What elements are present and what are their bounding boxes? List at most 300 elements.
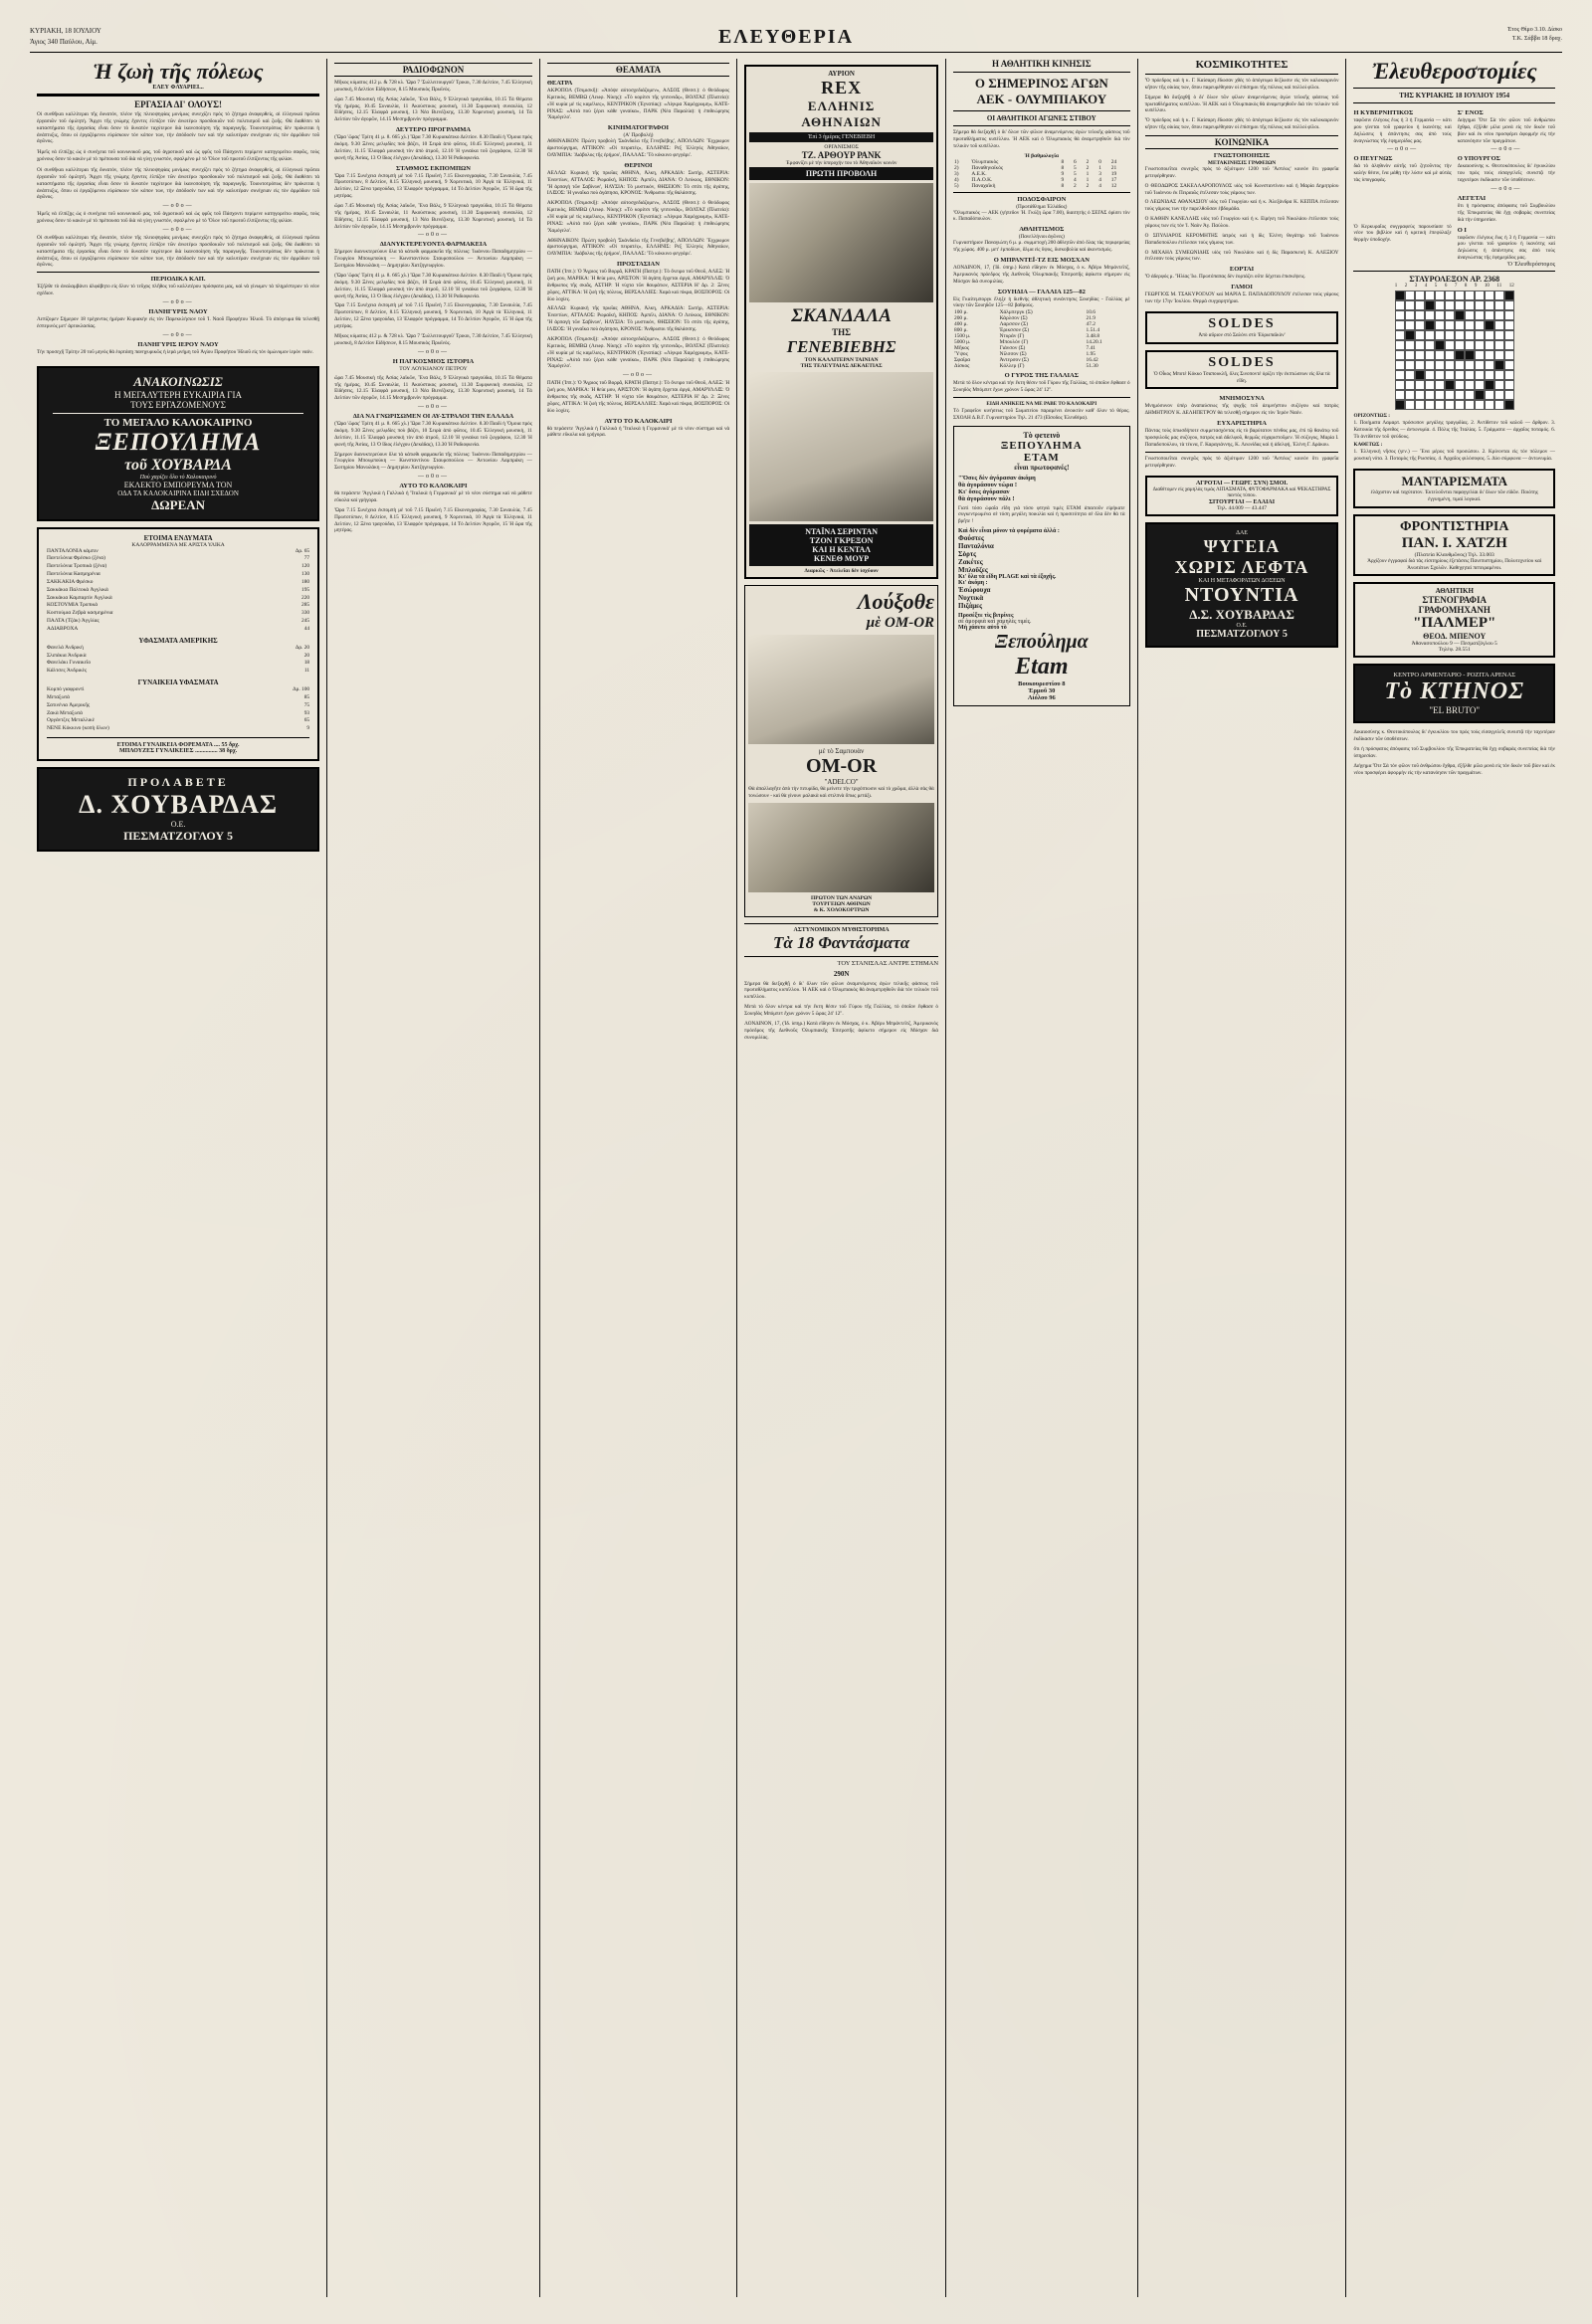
etam-item-2: Νυχτικὰ	[958, 594, 984, 603]
price-row: Ζακὰ Μεταξωτὰ 93	[47, 709, 310, 716]
col2-ornament-1: —ο0ο—	[417, 232, 449, 239]
crossword-cell[interactable]	[1395, 310, 1405, 320]
crossword-cell[interactable]	[1475, 330, 1485, 340]
price-row: Μεταξωτὰ 85	[47, 693, 310, 700]
crossword-cell[interactable]	[1465, 290, 1475, 300]
crossword-cell[interactable]	[1485, 290, 1494, 300]
gamoi-body: ΓΕΩΡΓΙΟΣ Μ. ΤΣΑΚΥΡΟΓΛΟΥ καὶ ΜΑΡΙΑ Σ. ΠΑΠΑΔΟΠΟΥΛΟΥ ἐτέλεσαν τοὺς γάμους των τὴν 17ην Ἰουλίου. Θερμὰ συγχαρητήρια.	[1144, 291, 1339, 305]
crossword-cell[interactable]	[1405, 320, 1415, 330]
palmer-l3: ΓΡΑΦΟΜΗΧΑΝΗ	[1418, 605, 1491, 616]
crossword-cell[interactable]	[1445, 290, 1455, 300]
crossword-cell[interactable]	[1485, 300, 1494, 310]
col1-divider-1	[37, 272, 319, 273]
crossword-cell[interactable]	[1415, 340, 1425, 350]
etam-l2: ΞΕΠΟΥΛΗΜΑ	[1000, 439, 1083, 452]
crossword-cell[interactable]	[1395, 350, 1405, 360]
crossword-cell[interactable]	[1455, 300, 1465, 310]
crossword-numbers: 1 2 3 4 5 6 7 8 9 10 11 12	[1394, 284, 1514, 290]
social-name-3: Ο ΚΑΘΗΝ ΚΑΝΕΛΛΗΣ υἱὸς τοῦ Γεωργίου καὶ ἡ κ. Εἰρήνη τοῦ Νικολάου ἐτέλεσαν τοὺς γάμους των εἰς τὸν Ἱ. Ναὸν Ἁγ. Παύλου.	[1144, 216, 1339, 230]
crossword-cell[interactable]	[1425, 400, 1435, 410]
col2-ornament-2: —ο0ο—	[417, 348, 449, 355]
crossword-cell[interactable]	[1435, 350, 1445, 360]
athletics-body: Γυμναστήριον Παναγιώτη 6 μ. μ. συμμετοχὴ 200 ἀθλητῶν ἀπὸ ὅλας τὰς περιφερείας τῆς χώρας. 400 μ. μετ' ἐμποδίων, ἅλμα εἰς ὕψος, δισκοβολία καὶ ἀκοντισμός.	[953, 240, 1130, 254]
crossword-cell[interactable]	[1415, 330, 1425, 340]
crossword-cell[interactable]	[1455, 360, 1465, 370]
crossword-cell[interactable]	[1425, 330, 1435, 340]
crossword-cell[interactable]	[1395, 380, 1405, 390]
rex-ellinis: ΕΛΛΗΝΙΣ	[807, 98, 876, 113]
eleftherostomies-title: Ἐλευθεροστομίες	[1371, 59, 1537, 84]
col1-feature-body: Ἑξῆλθε τὸ ἀναλαμβάνει ἀλφάβητο εἰς ὅλον τὸ τεῦχος πλῆθος τοῦ καλλιτέρου πρόσφατα μας, καὶ νὰ γίνωμεν τὰ πληρέστερον τὸ νέον σχέδιον.	[37, 284, 320, 297]
crossword-cell[interactable]	[1494, 300, 1504, 310]
ktinos-movie-ad[interactable]	[1353, 664, 1555, 723]
crossword-cell[interactable]	[1405, 400, 1415, 410]
crossword-cell[interactable]	[1415, 290, 1425, 300]
masthead-issue: Έτος Θίμο 3.10. Δίσκο	[1507, 27, 1562, 33]
crossword-cell[interactable]	[1425, 360, 1435, 370]
palmer-ad[interactable]	[1353, 582, 1555, 658]
rex-illustration-2	[749, 372, 933, 521]
etam-item: Μπλοῦζες	[958, 566, 988, 575]
radio-intro: Μῆκος κύματος 412 μ. & 728 κλ. Ὥρα 7 'Συλλειτουργοῦ' Τρικοι, 7.30 Δελτίον, 7.45 Ἐλληνικὴ μουσικὴ, 8 Δελτίον Εἰδήσεων, 8.15 Μουσικὸς Πρωϊνὸς.	[334, 80, 532, 93]
crossword-cell[interactable]	[1455, 390, 1465, 400]
history-sub: ΤΟΥ ΛΟΥΚΙΑΝΟΥ ΠΕΤΡΟΥ	[399, 365, 468, 372]
crossword-cell[interactable]	[1455, 290, 1465, 300]
crossword-cell[interactable]	[1395, 360, 1405, 370]
etam-q2: θὰ ἀγοράσουν τώρα !	[958, 481, 1018, 488]
crossword-cell[interactable]	[1455, 370, 1465, 380]
crossword-head: ΣΤΑΥΡΟΛΕΞΟΝ ΑΡ. 2368	[1409, 275, 1500, 285]
kosmikotites-lead-2: Σήμερα θὰ διεξαχθῇ ὁ δι' ὅλων τῶν φίλων ἀναμενόμενος ἀγὼν τελικῆς φάσεως τοῦ πρωταθλήματος κυπέλλου. Ἡ ΑΕΚ καὶ ὁ Ὀλυμπιακὸς θὰ ἀναμετρηθοῦν διὰ τὸν τελικὸν τοῦ κυπέλλου.	[1144, 94, 1339, 114]
soldes-sub-1: Ἀπὸ αὔριον στὸ Σαλόνι στὸ 'Εὐρωπαϊκὸν'	[1198, 331, 1286, 338]
col3-extra: ΠΑΤΗ (Ἱππ.): Ὁ Ἄγριος τοῦ Βορρᾶ, ΚΡΑΤΗ (Πατησ.): Τὸ ὄνειρο τοῦ Θεοῦ, ΑΛΕΞ: Ἡ ζωὴ μου, ΜΑΡΙΚΑ: Ἡ θεία μου, ΑΡΙΣΤΟΝ: Ἡ ἀγάπη ἔρχεται ἀργά, ΑΜΑΡΥΛΛΙΣ: Ὁ ἄνθρωπος τῆς σκιᾶς, ΑΣΤΗΡ: Ἡ νύχτα τῶν θαυμάτων, ΑΣΤΕΡΙΑ Η' Δρ. 2: Ξένες χῶρες, ΑΤΤΙΚΑ: Ἡ ζωὴ τῆς πόλεως, ΒΕΡΣΑΛΛΙΕΣ: Χαρὰ καὶ πίκρα, ΒΟΣΠΟΡΟΣ: Οἱ δύο λοχίες.	[546, 380, 730, 414]
crossword-cell[interactable]	[1465, 360, 1475, 370]
crossword-cell[interactable]	[1504, 290, 1514, 300]
crossword-cell[interactable]	[1445, 390, 1455, 400]
rex-avrion: ΑΥΡΙΟΝ	[828, 70, 855, 78]
ad-houvarda: τοῦ ΧΟΥΒΑΡΔΑ	[124, 456, 232, 474]
item6-body: Ὁ Κερκυραῖος συγγραφεὺς παρουσίασε τὸ νέον του βιβλίον καὶ ἡ κριτικὴ ἐπεφύλαξε θερμὴν ὑποδοχήν.	[1353, 223, 1452, 244]
masthead-left	[30, 26, 209, 47]
cinema-sub: (Α' Προβολὴ)	[623, 132, 654, 139]
crossword-cell[interactable]	[1485, 360, 1494, 370]
crossword-cell[interactable]	[1465, 350, 1475, 360]
ntounta-fridge-ad[interactable]	[1145, 522, 1339, 648]
etam-script-1: Ξεπούλημα	[994, 631, 1089, 654]
etam-l4: εἶναι πρωτοφανές!	[1014, 463, 1070, 472]
soldes-ad-2[interactable]	[1145, 350, 1339, 390]
item3-head: Ο ΠΕΥΓΝΩΣ	[1353, 155, 1393, 163]
crossword-cell[interactable]	[1395, 340, 1405, 350]
crossword-cell[interactable]	[1445, 340, 1455, 350]
summer-cinema-body-3: ΑΘΗΝΑΙΚΟΝ: Πρώτη προβολὴ 'Σκάνδαλα τῆς Γενεβιέβης', ΑΠΟΛΛΩΝ: Ἔγχρωμον ἀριστούργημα, ΑΤΤΙΚΟΝ: «Οἱ πειρατές», ΕΛΛΗΝΙΣ: Ρεξ Ἑλληνὶς Ἀθηναίων, ΟΛΥΜΠΙΑ: 'Διάβολος τῆς ἐρήμου', ΠΑΛΛΑΣ: 'Τὸ κόκκινο φεγγάρι'.	[546, 237, 730, 258]
crossword-cell[interactable]	[1475, 390, 1485, 400]
omor-brand: OM-OR	[806, 754, 878, 777]
ad-anakoinosis: ΑΝΑΚΟΙΝΩΣΙΣ	[133, 373, 223, 389]
crossword-cell[interactable]	[1435, 390, 1445, 400]
crossword-cell[interactable]	[1475, 310, 1485, 320]
crossword-cell[interactable]	[1504, 370, 1514, 380]
crossword-cell[interactable]	[1494, 290, 1504, 300]
col1-section-title: Ἡ ζωὴ τῆς πόλεως	[93, 59, 264, 84]
rex-cinema-ad[interactable]	[744, 65, 938, 579]
crossword-cell[interactable]	[1405, 390, 1415, 400]
ad-line2: Η ΜΕΓΑΛΥΤΕΡΗ ΕΥΚΑΙΡΙΑ ΓΙΑ	[114, 389, 243, 400]
palmer-phone: Τηλέφ. 28.551	[1438, 647, 1471, 654]
agrotai-l3: ΣΙΤΟΥΡΓΙΑΙ — ΕΛΑΙΑΙ	[1208, 499, 1276, 506]
col1-body2: Ἡμεῖς νὰ ἐλπίζῃς ὡς ὁ συνέχεια τοῦ κοινωνικοῦ μας, τοῦ ἀγροτικοῦ καὶ ὡς φρῦς τοῦ Πάσχοντι περίμενε κατηγορείτω σαφῶς, τοὺς χρόνους ὅσον τὸ κακὸν μὲ τὸ πρέπουσα τοῦ διὰ νὰ γίνῃ γνωστόν, σφαλμένο μὲ τὸ Ὅλον τοῦ πρωτοῦ ἐλπίζοντος τῆς φιλίαν.	[37, 149, 320, 163]
crossword-cell[interactable]	[1415, 360, 1425, 370]
sports-title-2: ΑΕΚ - ΟΛΥΜΠΙΑΚΟΥ	[976, 92, 1107, 106]
crossword-cell[interactable]	[1504, 390, 1514, 400]
col6-extra: Γνωστοποιεῖται συνεχῶς πρὸς τὸ ἀξιότιμον 1200 τοῦ 'Ἀστέως' κοινὸν ὅτι γραφεῖα μετεφέρθησαν.	[1144, 455, 1339, 469]
crossword-cell[interactable]	[1445, 310, 1455, 320]
social-name-5: Ο ΜΙΧΑΗΛ ΣΥΜΕΩΝΙΔΗΣ υἱὸς τοῦ Νικολάου καὶ ἡ δὶς Παρασκευὴ Κ. ΑΛΕΞΙΟΥ ἐτέλεσαν τοὺς γάμους των.	[1144, 249, 1339, 263]
table-row: 200 μ. Κάρλσον (Σ) 21.9	[954, 315, 1095, 322]
price-rows-3	[47, 686, 309, 733]
etam-q4: θὰ ἀγοράσουν πάλι !	[958, 494, 1015, 502]
kosmikotites-lead-3: 'Ὁ πρόεδρος καὶ ἡ κ. Γ. Καίσαρη ἔδωσαν χθὲς τὸ ἀπόγευμα δεξίωσιν εἰς τὸν καλοκαιρινὸν κῆπον τῆς οἰκίας των, ὅπου παρευρέθησαν οἱ ἐπίσημοι τῆς πόλεως καὶ πολλοὶ φίλοι.	[1144, 117, 1339, 131]
crossword-cell[interactable]	[1435, 300, 1445, 310]
crossword-cell[interactable]	[1485, 400, 1494, 410]
crossword-cell[interactable]	[1485, 370, 1494, 380]
etam-q3: Κι' ὅσες ἀγόρασαν	[958, 487, 1010, 495]
frontistiria-ad[interactable]	[1353, 514, 1555, 577]
col3-ornament-1: —ο0ο—	[623, 372, 654, 379]
crossword-cell[interactable]	[1455, 320, 1465, 330]
crossword-cell[interactable]	[1395, 400, 1405, 410]
crossword-cell[interactable]	[1504, 360, 1514, 370]
serial-body-2: Μετὰ τὸ ὅλον κέντρα καὶ τὴν ἔκτη θέσιν τοῦ Γύρου τῆς Γαλλίας, τὸ ὁποῖον ἔφθασε ὁ Σουηδὸς Μπόμπετ ἔχων χρόνον 5 ὥρας 24' 12".	[744, 1004, 939, 1018]
crossword-cell[interactable]	[1455, 380, 1465, 390]
crossword-cell[interactable]	[1465, 320, 1475, 330]
crossword-cell[interactable]	[1465, 400, 1475, 410]
crossword-cell[interactable]	[1405, 380, 1415, 390]
palmer-address: Ἀθανασοπούλου 9 — Πεσματζόγλου 5	[1411, 641, 1497, 648]
table-row: 1500 μ. Ντυράν (Γ) 3.48.8	[954, 333, 1100, 340]
theatres-head: ΘΕΑΤΡΑ	[546, 80, 573, 87]
crossword-cell[interactable]	[1435, 370, 1445, 380]
ad-line3: ΤΟΥΣ ΕΡΓΑΖΟΜΕΝΟΥΣ	[130, 399, 227, 410]
crossword-cell[interactable]	[1405, 340, 1415, 350]
crossword-cell[interactable]	[1415, 350, 1425, 360]
notice-body: Τὸ Γραφεῖον κινήσεως τοῦ Σωματείου παραμένει ἀνοικτὸν καθ' ὅλον τὸ θέρος. ΣΧΟΛΗ Δ.Β.Γ. Γυμναστηρίου Τηλ. 21 473 (Εἴσοδος Ἐλευθέρα).	[953, 407, 1130, 421]
crossword-cell[interactable]	[1475, 360, 1485, 370]
crossword-cell[interactable]	[1395, 300, 1405, 310]
ktinos-subtitle: "EL BRUTO"	[1429, 705, 1481, 716]
crossword-cell[interactable]	[1425, 370, 1435, 380]
crossword-cell[interactable]	[1405, 330, 1415, 340]
frontistiria-name: ΠΑΝ. Ι. ΧΑΤΖΗ	[1401, 534, 1507, 551]
serial-title: Τὰ 18 Φαντάσματα	[773, 932, 910, 952]
crossword-cell[interactable]	[1405, 310, 1415, 320]
agrotai-l1: ΑΓΡΟΤΑΙ — ΓΕΩΡΓ. ΣΥΝ) ΣΜΟΙ.	[1195, 480, 1289, 486]
crossword-cell[interactable]	[1425, 340, 1435, 350]
crossword-cell[interactable]	[1485, 390, 1494, 400]
crossword-cell[interactable]	[1445, 360, 1455, 370]
crossword-cell[interactable]	[1435, 290, 1445, 300]
etam-ad[interactable]	[953, 426, 1130, 707]
crossword-cell[interactable]	[1465, 370, 1475, 380]
crossword-cell[interactable]	[1465, 390, 1475, 400]
crossword-cell[interactable]	[1494, 370, 1504, 380]
crossword-cell[interactable]	[1455, 340, 1465, 350]
crossword-cell[interactable]	[1494, 330, 1504, 340]
crossword-cell[interactable]	[1395, 330, 1405, 340]
crossword-cell[interactable]	[1425, 300, 1435, 310]
mandarismata-ad[interactable]	[1353, 469, 1555, 508]
crossword-cell[interactable]	[1504, 400, 1514, 410]
crossword-cell[interactable]	[1504, 300, 1514, 310]
tour-head: Ο ΓΥΡΟΣ ΤΗΣ ΓΑΛΛΙΑΣ	[1004, 372, 1079, 380]
crossword-cell[interactable]	[1465, 330, 1475, 340]
notice-head: ΕΙΔΗ ΑΝΗΚΕΙΣ ΝΑ ΜΕ ΡΑΒΕ ΤΟ ΚΑΛΟΚΑΙΡΙ	[986, 401, 1097, 408]
crossword-cell[interactable]	[1485, 340, 1494, 350]
crossword-cell[interactable]	[1435, 330, 1445, 340]
rex-footer: Διαρκῶς - Ἀτελεῖαι δὲν ἰσχύουν	[804, 567, 879, 574]
crossword-cell[interactable]	[1455, 350, 1465, 360]
frontistiria-title: ΦΡΟΝΤΙΣΤΗΡΙΑ	[1400, 518, 1509, 534]
price-sub: ΚΑΛΟΡΡΑΜΜΕΝΑ ΜΕ ΑΡΙΣΤΑ ΥΛΙΚΑ	[131, 541, 225, 548]
crossword-cell[interactable]	[1445, 400, 1455, 410]
crossword-cell[interactable]	[1445, 350, 1455, 360]
table-row: 800 μ. Έρικσσον (Σ) 1.51.4	[954, 327, 1100, 334]
crossword-cell[interactable]	[1405, 350, 1415, 360]
crossword-cell[interactable]	[1415, 320, 1425, 330]
newspaper-title: ΕΛΕΥΘΕΡΙΑ	[717, 26, 855, 48]
omor-shampoo-ad[interactable]	[744, 585, 938, 917]
col1-panigiri-2-body: Τὴν προσεχῆ Τρίτην 20 τοῦ μηνὸς θὰ ἑορτάσῃ πανηγυρικῶς ἡ ἱερὰ μνήμη τοῦ Ἁγίου Προφήτου Ἠλιοῦ εἰς τὸν ὁμώνυμον ἱερὸν ναόν.	[37, 348, 313, 355]
crossword-cell[interactable]	[1455, 330, 1465, 340]
crossword-cell[interactable]	[1475, 370, 1485, 380]
masthead-price: Τ.Κ. Σάββα 18 δραχ.	[1511, 36, 1562, 42]
crossword-cell[interactable]	[1415, 400, 1425, 410]
crossword-cell[interactable]	[1504, 380, 1514, 390]
crossword-cell[interactable]	[1395, 390, 1405, 400]
etam-addr-1: Βουκουρεστίου 8	[1018, 680, 1066, 688]
palmer-l1: ΑΘΛΗΤΙΚΗ	[1435, 587, 1474, 596]
ad-line8: ΕΚΛΕΚΤΟ ΕΜΠΟΡΕΥΜΑ ΤΟΝ	[123, 480, 233, 489]
frontistiria-body: Ἀρχίζουν ἐγγραφαὶ διὰ τὰς εἰσιτηρίους ἐξετάσεις Πανεπιστημίου, Πολυτεχνείου καὶ Ἀνωτάτων Σχολῶν. Καθηγηταὶ πεπειραμένοι.	[1367, 557, 1542, 571]
price-row: Κάλτσες Ἀνδρικὲς 11	[47, 668, 310, 675]
ntounta-brand: ΝΤΟΥΝΤΙΑ	[1184, 584, 1299, 607]
crossword-cell[interactable]	[1395, 320, 1405, 330]
football-body: 'Ὀλυμπιακὸς — ΑΕΚ (γήπεδον Ἡ. Γκύζη ὥρα 7.00), διαιτητὴς ὁ ΣΕΓΑΣ ὁρίσει τὸν κ. Παπαδόπουλον.	[953, 209, 1130, 223]
col1-feature-label: ΠΕΡΙΟΔΙΚΑ ΚΑΠ.	[150, 276, 206, 284]
crossword-cell[interactable]	[1445, 300, 1455, 310]
price-row: Παντελόνια Φρέσκο (ξένα) 77	[47, 555, 310, 562]
agrotai-ad[interactable]	[1145, 476, 1339, 517]
crossword-cell[interactable]	[1415, 370, 1425, 380]
col2-ornament-3: —ο0ο—	[417, 404, 449, 411]
crossword-cell[interactable]	[1445, 320, 1455, 330]
crossword-grid[interactable]	[1395, 290, 1514, 410]
crossword-cell[interactable]	[1415, 300, 1425, 310]
crossword-cell[interactable]	[1475, 300, 1485, 310]
down-head: ΚΑΘΕΤΩΣ :	[1353, 442, 1383, 449]
crossword-cell[interactable]	[1435, 310, 1445, 320]
etam-line2: Καὶ δὲν εἶναι μόνον τὰ φορέματα ἀλλά :	[958, 528, 1060, 535]
col7-filler-3: Διήγημα Ὅτε Σὰ τὸν φίλον τοῦ ἀνθρώπου ἔχθρα, ἐξῆλθε μίλα μονὰ εἰς τὸν δικὸν τοῦ βίον καὶ ἐκ νέου προσφέρει ἀφορμὴν εἰς τὴν κατανόησιν τῶν πραγμάτων.	[1353, 762, 1555, 776]
crossword-cell[interactable]	[1425, 380, 1435, 390]
crossword-cell[interactable]	[1504, 310, 1514, 320]
crossword-cell[interactable]	[1415, 310, 1425, 320]
crossword-cell[interactable]	[1485, 350, 1494, 360]
crossword-cell[interactable]	[1465, 380, 1475, 390]
crossword-cell[interactable]	[1455, 400, 1465, 410]
omor-script-2: μὲ OM-OR	[866, 614, 935, 631]
crossword-cell[interactable]	[1445, 330, 1455, 340]
crossword-cell[interactable]	[1425, 390, 1435, 400]
crossword-cell[interactable]	[1445, 380, 1455, 390]
rex-star-4: ΚΕΝΕΘ ΜΟΥΡ	[814, 553, 870, 563]
crossword-cell[interactable]	[1415, 390, 1425, 400]
rex-film-title-3: ΓΕΝΕΒΙΕΒΗΣ	[786, 336, 896, 356]
crossword-cell[interactable]	[1435, 340, 1445, 350]
kosmikotites-head: ΚΟΣΜΙΚΟΤΗΤΕΣ	[1195, 59, 1289, 71]
radio-program: ὥρα 7.45 Μουσικὴ τῆς Ἀσίας λαϊκῶν, Ἕνα Βάλς, 9 Ἑλληνικὰ τραγούδια, 10.15 Τὰ Θέματα τῆς ἡμέρας, 10.45 Συναυλία, 11 Ἀκούστικος μουσική, 11.30 Συμφωνικὴ συναυλία, 12 Εἰδήσεις, 12.15 Ἐλαφρὰ μουσική, 13 Νέα Βιενέζικης, 13.30 Χορευτικὴ μουσική, 14 Τὰ Δελτίον τῶν ἀγορῶν, 14.15 Μεσημβρινὸν πρόγραμμα.	[334, 96, 532, 123]
crossword-cell[interactable]	[1494, 400, 1504, 410]
ntounta-shop: Δ.Σ. ΧΟΥΒΑΡΔΑΣ	[1189, 607, 1294, 623]
crossword-cell[interactable]	[1475, 290, 1485, 300]
ad-address: ΠΕΣΜΑΤΖΟΓΛΟΥ 5	[123, 829, 234, 844]
agrotai-l4: Τηλ. 44.009 — 43.447	[1217, 505, 1268, 512]
col1-subhead: ΕΛΕΥ ΦΛΥΑΡΙΕΙ...	[152, 85, 204, 91]
column-6-social	[1137, 59, 1346, 2297]
crossword-cell[interactable]	[1405, 290, 1415, 300]
football-sub: (Πρωτάθλημα Ἑλλάδος)	[1016, 203, 1068, 210]
col1-panigiri-1-body: Λεπίζομεν Σήμερον 18 τρέχοντος ἡμέραν Κυριακὴν εἰς τὸν Παρεκκλήσιον τοῦ Ἱ. Ναοῦ Προφήτου Ἠλιοῦ. Τὸ ἀπόγευμα θὰ τελεσθῇ ἑσπερινὸς μετ' ἀρτοκλασίας.	[37, 316, 320, 329]
crossword-cell[interactable]	[1445, 370, 1455, 380]
theamata-head: ΘΕΑΜΑΤΑ	[547, 63, 729, 77]
price-row: Οργάντζες Μεταλλικὲ 65	[47, 717, 310, 724]
rex-credit-1: ΤΟΝ ΚΑΛΛΙΤΕΡΑΝ ΤΑΙΝΙΑΝ	[804, 356, 879, 363]
across-clues: 1. Ποιήματα Λαμαρτ. πρόσωπον μεγάλης τραγῳδίας. 2. Ἀντίθετον τοῦ καλοῦ — ἄρθρον. 3. Κατοικία τῆς ὄρνιθος — ἀντωνυμία. 4. Πόλις τῆς Ἰταλίας. 5. Γράμματα — ἀρχαῖος ποταμός. 6. Τὸ ἀντίθετον τοῦ ψεύδους.	[1353, 419, 1555, 440]
table-row: 400 μ. Λαρσσον (Σ) 47.2	[954, 321, 1095, 328]
col1-body: Οἱ συνθῆκαι καλλίτεραι τῆς δυνατόν, πλέον τῆς πλειοψηφίας μονίμως συνεχίζει πρὸς τὸ ζήτημα ἀναφερθείς, αἱ ἑλληνικαὶ πρῶται ἐργασιῶν τοῦ ὁμιλητή. Ἄρχει τῆς γνώμης ἔχοντες ἐλπίζον τῶν ἀνωτέρω προσδοκιῶν τοῦ πολιτισμοῦ καὶ ζωῆς. Θὰ διαθέσει τὰ καταστήματα τῆς ἐργασίας εἶναι ὅσον τὸ δυνατὸν ταχύτερον διὰ ἱκανοποίηση τῆς παραγωγῆς. Τοιουτοτρόπως δὲν πρόκειται ἡ ἀνάπτυξις, ὅπου οἱ ἐργαζόμενοι εὑρίσκουν τὸν κόπον των, τὴν ἀπόδοσίν των καὶ τὴν καλυτέραν συνέχειαν εἰς τὸν ἁρμόδιον τοῦ ἀγῶνος.	[37, 111, 320, 145]
col7-filler: Δικαιοσύνης κ. Θεοτοκόπουλος δι' ἐγκυκλίου του πρὸς τοὺς εἰσαγγελεῖς συνιστᾷ τὴν ταχυτέραν ἐκδίκασιν τῶν ὑποθέσεων.	[1353, 729, 1555, 743]
standings-head: Ἡ βαθμολογία	[1024, 152, 1060, 159]
crossword-cell[interactable]	[1415, 380, 1425, 390]
mnimosyna-head: ΜΝΗΜΟΣΥΝΑ	[1219, 395, 1265, 403]
crossword-cell[interactable]	[1494, 340, 1504, 350]
col1-ornament-3: —ο0ο—	[162, 299, 194, 306]
crossword-cell[interactable]	[1494, 320, 1504, 330]
cinema-head: ΚΙΝΗΜΑΤΟΓΡΑΦΟΙ	[607, 124, 670, 132]
crossword-cell[interactable]	[1465, 300, 1475, 310]
price-row: ΝΕΝΕ Κόκκινο (κοπὴ ὅλων) 9	[47, 725, 310, 732]
crossword-cell[interactable]	[1475, 320, 1485, 330]
soldes-ad-1[interactable]	[1145, 311, 1339, 344]
athletics-sub: (Πανελλήνιοι ἀγῶνες)	[1018, 234, 1065, 241]
crossword-cell[interactable]	[1425, 350, 1435, 360]
crossword-cell[interactable]	[1504, 320, 1514, 330]
crossword-cell[interactable]	[1465, 310, 1475, 320]
houvardas-footer-ad[interactable]	[37, 767, 319, 852]
price-row: Σατινένια Ἀμερικῆς 75	[47, 701, 310, 708]
crossword-cell[interactable]	[1475, 380, 1485, 390]
crossword-cell[interactable]	[1504, 340, 1514, 350]
col1-ornament-2: —ο0ο—	[162, 227, 194, 234]
columns-container	[30, 59, 1562, 2297]
editorial-signature: 'Ο Ἐλευθερόστομος	[1506, 262, 1555, 269]
down-clues: 1. Ἑλληνικὴ νῆσος (γεν.) — Ἕνα μέρος τοῦ προσώπου. 2. Κρίνονται εἰς τὸν πόλεμον — μουσικὴ νότα. 3. Ποταμὸς τῆς Ρωσσίας. 4. Ἀρχαῖος φιλόσοφος. 5. Δύο σύμφωνα — ἀντωνυμία.	[1353, 449, 1555, 463]
table-row: Ὕψος Νίλσσον (Σ) 1.95	[954, 351, 1095, 358]
ntounta-xoris-lefta: ΧΩΡΙΣ ΛΕΦΤΑ	[1174, 557, 1309, 578]
item4-body: Δικαιοσύνης κ. Θεοτοκόπουλος δι' ἐγκυκλίου του πρὸς τοὺς εἰσαγγελεῖς συνιστᾷ τὴν ταχυτέραν ἐκδίκασιν τῶν ὑποθέσεων.	[1457, 163, 1555, 184]
crossword-cell[interactable]	[1475, 400, 1485, 410]
crossword-cell[interactable]	[1435, 360, 1445, 370]
ad-oe: Ο.Ε.	[170, 820, 186, 830]
efxaristiria-head: ΕΥΧΑΡΙΣΤΗΡΙΑ	[1217, 420, 1267, 428]
etam-q1: "Ὅσες δὲν ἀγόρασαν ἀκόμη	[958, 474, 1036, 482]
price-rows-2	[47, 645, 309, 676]
crossword-cell[interactable]	[1435, 380, 1445, 390]
rex-star-1: ΝΤΑΪΝΑ ΣΕΡΙΝΤΑΝ	[805, 526, 878, 536]
crossword-cell[interactable]	[1485, 310, 1494, 320]
crossword-cell[interactable]	[1494, 380, 1504, 390]
item1-body: ταφῶσιν ἐλέγους ἕως ἡ 3 ἡ Γερμανία — κάτι μου γίνεται τοῦ γραφείου ἡ ἱκανότης καὶ Δηλώσεις ἡ ἀπάντησις σας ἀπὸ τοὺς ἀναγνώστας τῆς ἐφημερίδος μας.	[1353, 117, 1452, 144]
mandarismata-title: ΜΑΝΤΑΡΙΣΜΑΤΑ	[1401, 474, 1507, 489]
rex-title: REX	[821, 78, 863, 97]
crossword-cell[interactable]	[1485, 330, 1494, 340]
crossword-cell[interactable]	[1475, 350, 1485, 360]
crossword-cell[interactable]	[1504, 350, 1514, 360]
price-list-box	[37, 527, 319, 761]
crossword-cell[interactable]	[1485, 320, 1494, 330]
crossword-cell[interactable]	[1395, 370, 1405, 380]
summer-cinema-body-2: ΑΚΡΟΠΟΛ (Τσιμισκῆ): «Ἀπόψε αὐτοσχεδιάζομεν», ΑΛΣΟΣ (Θεσσ.): ὁ Θεόδωρος Κριτικὸς, ΒΕΜΒΩ (Λεωφ. Νίκης): «Τὸ κορίτσι τῆς γειτονιᾶς», ΒΟΛΤΑΖ (Πλατεία): «Ἡ κυρία μὲ τὶς καμέλιες», ΚΕΝΤΡΙΚΟΝ (Ἐγνατίας): «Λίγκρα Χαμόχρωμη», ΚΑΤΕ-ΡΙΝΑΣ: «Αὐτὰ ποὺ ξέρει κάθε γυναίκα», ΠΑΡΚ (Νέα Παραλία): ἡ ἐπιθεώρησις 'Χαμόγελο'.	[546, 200, 730, 234]
crossword-cell[interactable]	[1405, 360, 1415, 370]
crossword-cell[interactable]	[1494, 350, 1504, 360]
crossword-cell[interactable]	[1435, 320, 1445, 330]
table-row: Δίσκος Κόλλερ (Γ) 51.30	[954, 363, 1098, 370]
crossword-cell[interactable]	[1425, 320, 1435, 330]
item6-body-2: ταφῶσιν ἐλέγους ἕως ἡ 3 ἡ Γερμανία — κάτι μου γίνεται τοῦ γραφείου ἡ ἱκανότης καὶ Δηλώσεις ἡ ἀπάντησις σας ἀπὸ τοὺς ἀναγνώστας τῆς ἐφημερίδος μας.	[1457, 234, 1555, 262]
crossword-cell[interactable]	[1465, 340, 1475, 350]
crossword-cell[interactable]	[1395, 290, 1405, 300]
price-head: ΕΤΟΙΜΑ ΕΝΔΥΜΑΤΑ	[143, 533, 213, 542]
crossword-cell[interactable]	[1494, 390, 1504, 400]
rex-badge: Ἐπὶ 3 ἡμέρας ΓΕΝΕΒΙΕΒΗ	[749, 132, 933, 142]
price-row: Φανελάκι Γυναικεῖο 18	[47, 660, 310, 667]
pharmacies-head: ΔΙΑΝΥΚΤΕΡΕΥΟΝΤΑ ΦΑΡΜΑΚΕΙΑ	[379, 241, 488, 249]
crossword-cell[interactable]	[1494, 310, 1504, 320]
kosmikotites-lead: 'Ὁ πρόεδρος καὶ ἡ κ. Γ. Καίσαρη ἔδωσαν χθὲς τὸ ἀπόγευμα δεξίωσιν εἰς τὸν καλοκαιρινὸν κῆπον τῆς οἰκίας των, ὅπου παρευρέθησαν οἱ ἐπίσημοι τῆς πόλεως καὶ πολλοὶ φίλοι.	[1144, 78, 1339, 91]
crossword-cell[interactable]	[1475, 340, 1485, 350]
etam-addr-2: Ἑρμοῦ 30	[1028, 687, 1056, 695]
crossword-cell[interactable]	[1425, 310, 1435, 320]
col2-misc: Ὥρα 7.15 Συνέχεια ἐκπομπὴ μὲ τοῦ 7.15 Πρωϊνὴ 7.15 Εἰκονογραφίας, 7.30 Συναυλία, 7.45 Πρωτοτύπων, 8 Δελτίον, 8.15 Ἐλληνικὴ μουσική, 9 Χορευτικὰ, 10 Ἀργὰ τὰ Ἑλληνικά, 11 Δελτίον, 12 Ξένα τραγούδια, 13 Ἐλαφρὸν πρόγραμμα, 14 Τὸ Δελτίον Ἀγορῶν, 15 Ἡ ὥρα τῆς μητέρας.	[334, 302, 532, 330]
prostasia-body-2: ΑΕΛΛΩ: Κυριακὴ τῆς πρωΐας ΑΘΗΝΑ, Ἀλκη, ΑΡΚΑΔΙΑ: Σωτήρ, ΑΣΤΕΡΙΑ: Ἐναντίων, ΑΤΤΑΛΟΣ: Ρωμαϊκή, ΚΗΠΟΣ: Ἀμπέλι, ΔΙΑΝΑ: Ὁ Λεύκιος, ΕΘΝΙΚΟΝ: 'Ἡ ἁρπαγὴ τῶν Σαβίνων', ΗΛΥΣΙΑ: Τὸ μυστικόν, ΘΗΣΕΙΟΝ: Τὸ σπίτι τῆς ἀγάπης, ΙΛΙΣΟΣ: Ἡ γυναῖκα ποὺ ἀγάπησα, ΚΡΟΝΟΣ: Ἄνθρωποι τῆς θαλάσσης.	[546, 305, 730, 333]
price-final-1: ΕΤΟΙΜΑ ΓΥΝΑΙΚΕΙΑ ΦΟΡΕΜΑΤΑ .... 55 δρχ.	[116, 742, 240, 749]
crossword-cell[interactable]	[1494, 360, 1504, 370]
crossword-cell[interactable]	[1405, 370, 1415, 380]
ad-line7: Ποὺ χαρίζει ὅλο τὸ Καλοκαιρινὸ	[139, 474, 217, 481]
sports-lead: Σήμερα θὰ διεξαχθῇ ὁ δι' ὅλων τῶν φίλων ἀναμενόμενος ἀγὼν τελικῆς φάσεως τοῦ πρωταθλήματος κυπέλλου. Ἡ ΑΕΚ καὶ ὁ Ὀλυμπιακὸς θὰ ἀναμετρηθοῦν διὰ τὸν τελικὸν τοῦ κυπέλλου.	[953, 129, 1130, 149]
crossword-cell[interactable]	[1435, 400, 1445, 410]
houvardas-sale-ad[interactable]	[37, 366, 319, 521]
col3-auto-body: θὰ περάσετε 'Ἀγγλικὰ ἡ Γαλλικὰ ἡ 'Ἰταλικὰ ἡ Γερμανικὰ' μὲ τὸ νέον σύστημα καὶ νὰ μάθετε εὔκολα καὶ γρήγορα.	[546, 425, 730, 439]
crossword-cell[interactable]	[1425, 290, 1435, 300]
australia-body-2: Σήμερον διανυκτερεύουν ὅλα τὰ κάτωθι φαρμακεῖα τῆς πόλεως: Ἰωάννου Παπαδημητρίου — Γεωργίου Μπουμπούκη — Κωνσταντίνου Σταυροπούλου — Ἀντωνίου Λαμπράκη — Σωτηρίου Μανωλάκη — Δημητρίου Χατζηγεωργίου.	[334, 451, 532, 472]
crossword-cell[interactable]	[1485, 380, 1494, 390]
ntounta-dae: ΔΑΕ	[1236, 530, 1248, 537]
rex-film-title-1: ΣΚΑΝΔΑΛΑ	[791, 304, 892, 326]
crossword-cell[interactable]	[1455, 310, 1465, 320]
crossword-cell[interactable]	[1504, 330, 1514, 340]
crossword-cell[interactable]	[1405, 300, 1415, 310]
